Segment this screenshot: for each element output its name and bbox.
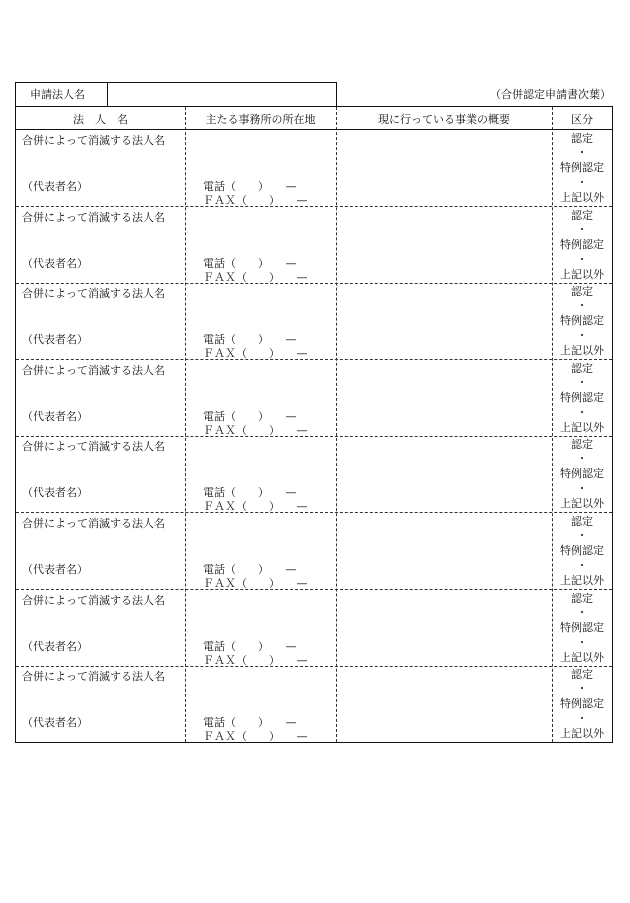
category-option: ・ <box>576 682 588 696</box>
category-option: ・ <box>576 146 588 159</box>
applicant-label-divider <box>107 82 108 106</box>
representative-label: （代表者名） <box>22 409 88 423</box>
fax-label: ＦＡＸ（ ） — <box>203 270 308 284</box>
category-option: ・ <box>576 299 588 313</box>
category-option: ・ <box>576 635 588 649</box>
category-option[interactable]: 認定 <box>571 591 593 605</box>
merged-entity-label: 合併によって消滅する法人名 <box>22 287 165 301</box>
category-option[interactable]: 認定 <box>571 132 593 145</box>
category-option: ・ <box>576 559 588 572</box>
col-header-business: 現に行っている事業の概要 <box>378 113 510 126</box>
merger-entities-table <box>15 106 613 743</box>
fax-label: ＦＡＸ（ ） — <box>203 577 308 590</box>
table-row <box>16 207 612 284</box>
category-option: ・ <box>576 452 588 466</box>
fax-label: ＦＡＸ（ ） — <box>203 347 308 361</box>
category-option: ・ <box>576 529 588 542</box>
representative-label: （代表者名） <box>22 486 88 500</box>
category-option[interactable]: 特例認定 <box>560 314 604 328</box>
table-row <box>16 360 612 437</box>
table-row <box>16 436 612 513</box>
phone-label: 電話（ ） — <box>203 180 297 193</box>
category-option[interactable]: 特例認定 <box>560 237 604 251</box>
category-option[interactable]: 認定 <box>571 515 593 528</box>
phone-label: 電話（ ） — <box>203 409 297 423</box>
phone-label: 電話（ ） — <box>203 716 297 730</box>
category-option: ・ <box>576 605 588 619</box>
table-row <box>16 590 612 667</box>
category-option[interactable]: 特例認定 <box>560 467 604 481</box>
merged-entity-label: 合併によって消滅する法人名 <box>22 517 165 530</box>
representative-label: （代表者名） <box>22 563 88 576</box>
table-row <box>16 513 612 590</box>
merged-entity-label: 合併によって消滅する法人名 <box>22 134 165 147</box>
category-option[interactable]: 上記以外 <box>560 191 604 204</box>
col-header-category: 区分 <box>571 113 593 126</box>
form-subtitle: （合併認定申請書次葉） <box>490 88 611 101</box>
table-row <box>16 666 612 743</box>
fax-label: ＦＡＸ（ ） — <box>203 653 308 667</box>
phone-label: 電話（ ） — <box>203 333 297 347</box>
phone-label: 電話（ ） — <box>203 639 297 653</box>
merged-entity-label: 合併によって消滅する法人名 <box>22 593 165 607</box>
phone-label: 電話（ ） — <box>203 563 297 576</box>
category-option: ・ <box>576 252 588 266</box>
representative-label: （代表者名） <box>22 716 88 730</box>
fax-label: ＦＡＸ（ ） — <box>203 500 308 514</box>
category-option[interactable]: 特例認定 <box>560 544 604 557</box>
category-option: ・ <box>576 176 588 189</box>
category-option[interactable]: 特例認定 <box>560 161 604 174</box>
col-header-office: 主たる事務所の所在地 <box>205 113 316 126</box>
category-option[interactable]: 特例認定 <box>560 697 604 711</box>
category-option[interactable]: 特例認定 <box>560 620 604 634</box>
category-option: ・ <box>576 712 588 726</box>
merged-entity-label: 合併によって消滅する法人名 <box>22 210 165 224</box>
category-option[interactable]: 認定 <box>571 361 593 375</box>
representative-label: （代表者名） <box>22 333 88 347</box>
phone-label: 電話（ ） — <box>203 256 297 270</box>
category-option[interactable]: 上記以外 <box>560 344 604 358</box>
representative-label: （代表者名） <box>22 180 88 193</box>
phone-label: 電話（ ） — <box>203 486 297 500</box>
category-option[interactable]: 認定 <box>571 285 593 299</box>
fax-label: ＦＡＸ（ ） — <box>203 730 308 744</box>
representative-label: （代表者名） <box>22 639 88 653</box>
representative-label: （代表者名） <box>22 256 88 270</box>
category-option: ・ <box>576 482 588 496</box>
category-option[interactable]: 上記以外 <box>560 420 604 434</box>
category-option[interactable]: 上記以外 <box>560 574 604 587</box>
category-option[interactable]: 認定 <box>571 668 593 682</box>
applicant-label: 申請法人名 <box>30 88 85 101</box>
col-header-name: 法 人 名 <box>73 113 128 126</box>
table-row <box>16 130 612 207</box>
merged-entity-label: 合併によって消滅する法人名 <box>22 670 165 684</box>
merged-entity-label: 合併によって消滅する法人名 <box>22 363 165 377</box>
category-option[interactable]: 上記以外 <box>560 727 604 741</box>
category-option[interactable]: 上記以外 <box>560 267 604 281</box>
merged-entity-label: 合併によって消滅する法人名 <box>22 440 165 454</box>
category-option: ・ <box>576 329 588 343</box>
fax-label: ＦＡＸ（ ） — <box>203 194 308 207</box>
category-option[interactable]: 上記以外 <box>560 497 604 511</box>
category-option[interactable]: 特例認定 <box>560 390 604 404</box>
fax-label: ＦＡＸ（ ） — <box>203 423 308 437</box>
category-option: ・ <box>576 405 588 419</box>
category-option[interactable]: 認定 <box>571 438 593 452</box>
category-option: ・ <box>576 375 588 389</box>
table-row <box>16 283 612 360</box>
category-option[interactable]: 認定 <box>571 208 593 222</box>
category-option[interactable]: 上記以外 <box>560 650 604 664</box>
category-option: ・ <box>576 222 588 236</box>
